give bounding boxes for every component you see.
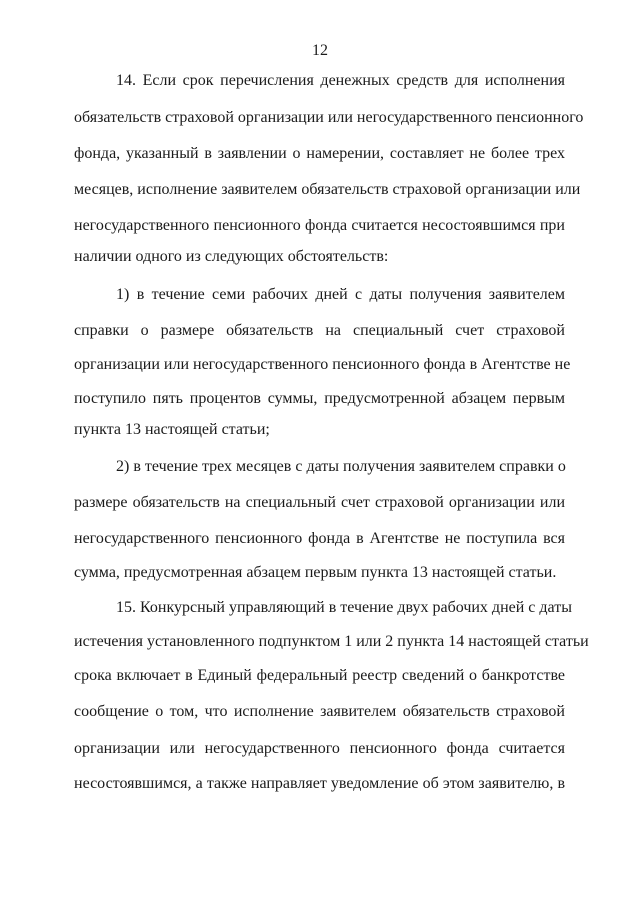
text-line: 2) в течение трех месяцев с даты получения заявителем справки о	[116, 458, 566, 475]
text-line: истечения установленного подпунктом 1 или 2 пункта 14 настоящей статьи	[74, 633, 589, 650]
text-line: обязательств страховой организации или негосударственного пенсионного	[74, 109, 584, 126]
text-line: негосударственного пенсионного фонда считается несостоявшимся при	[74, 217, 565, 234]
text-line: 1) в течение семи рабочих дней с даты получения заявителем	[116, 286, 565, 303]
text-line: 15. Конкурсный управляющий в течение двух рабочих дней с даты	[116, 599, 572, 616]
text-line: срока включает в Единый федеральный реестр сведений о банкротстве	[74, 667, 565, 684]
text-line: несостоявшимся, а также направляет уведомление об этом заявителю, в	[74, 775, 565, 792]
text-line: наличии одного из следующих обстоятельств:	[74, 248, 389, 265]
text-line: 14. Если срок перечисления денежных средств для исполнения	[116, 72, 565, 89]
text-line: сообщение о том, что исполнение заявителем обязательств страховой	[74, 703, 565, 720]
page-number: 12	[312, 42, 328, 59]
text-line: размере обязательств на специальный счет страховой организации или	[74, 494, 565, 511]
text-line: сумма, предусмотренная абзацем первым пункта 13 настоящей статьи.	[74, 564, 557, 581]
text-line: негосударственного пенсионного фонда в Агентстве не поступила вся	[74, 530, 565, 547]
text-line: справки о размере обязательств на специальный счет страховой	[74, 322, 565, 339]
text-line: поступило пять процентов суммы, предусмотренной абзацем первым	[74, 390, 565, 407]
text-line: организации или негосударственного пенсионного фонда считается	[74, 740, 565, 757]
text-line: пункта 13 настоящей статьи;	[74, 421, 270, 438]
text-line: месяцев, исполнение заявителем обязательств страховой организации или	[74, 181, 581, 198]
text-line: фонда, указанный в заявлении о намерении, составляет не более трех	[74, 145, 565, 162]
text-line: организации или негосударственного пенсионного фонда в Агентстве не	[74, 356, 571, 373]
